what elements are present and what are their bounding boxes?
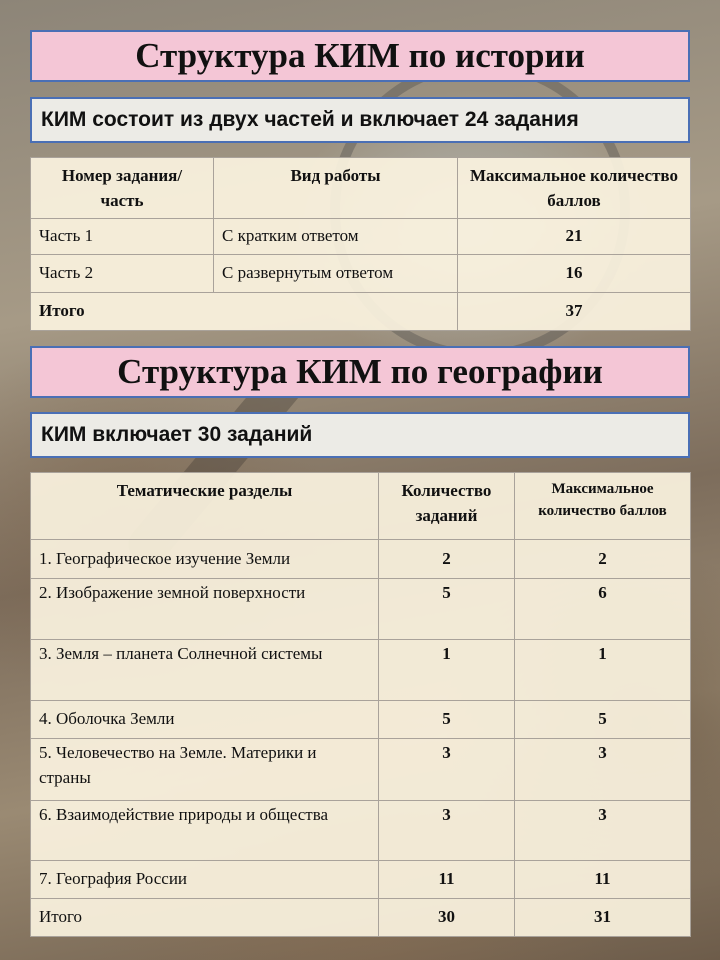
- header-sections: Тематические разделы: [31, 473, 379, 540]
- header-max-points: Максимальное количество баллов: [515, 473, 691, 540]
- section-cell: 3. Земля – планета Солнечной системы: [31, 640, 379, 701]
- total-label: Итого: [31, 293, 458, 331]
- history-title: Структура КИМ по истории: [30, 30, 690, 82]
- section-cell: 2. Изображение земной поверхности: [31, 579, 379, 640]
- tasks-cell: 3: [379, 739, 515, 801]
- tasks-cell: 11: [379, 861, 515, 899]
- section-cell: 7. География России: [31, 861, 379, 899]
- total-tasks: 30: [379, 899, 515, 937]
- section-cell: 1. Географическое изучение Земли: [31, 540, 379, 579]
- geography-header-row: [31, 473, 691, 540]
- total-label: Итого: [31, 899, 379, 937]
- work-type-cell: С развернутым ответом: [214, 255, 458, 293]
- table-row: [31, 640, 691, 701]
- points-cell: 3: [515, 801, 691, 861]
- part-cell: Часть 1: [31, 219, 214, 255]
- total-row: [31, 293, 691, 331]
- history-table: [30, 157, 691, 331]
- total-points: 31: [515, 899, 691, 937]
- points-cell: 6: [515, 579, 691, 640]
- table-row: [31, 739, 691, 801]
- points-cell: 11: [515, 861, 691, 899]
- points-cell: 16: [458, 255, 691, 293]
- header-max-points: Максимальное количество баллов: [458, 158, 691, 219]
- points-cell: 21: [458, 219, 691, 255]
- section-cell: 6. Взаимодействие природы и общества: [31, 801, 379, 861]
- section-cell: 4. Оболочка Земли: [31, 701, 379, 739]
- table-row: [31, 861, 691, 899]
- points-cell: 2: [515, 540, 691, 579]
- points-cell: 3: [515, 739, 691, 801]
- table-row: [31, 801, 691, 861]
- tasks-cell: 2: [379, 540, 515, 579]
- tasks-cell: 1: [379, 640, 515, 701]
- points-cell: 5: [515, 701, 691, 739]
- header-task-count: Количество заданий: [379, 473, 515, 540]
- work-type-cell: С кратким ответом: [214, 219, 458, 255]
- table-row: [31, 540, 691, 579]
- section-cell: 5. Человечество на Земле. Материки и страны: [31, 739, 379, 801]
- header-task-number: Номер задания/ часть: [31, 158, 214, 219]
- table-row: [31, 255, 691, 293]
- table-row: [31, 701, 691, 739]
- tasks-cell: 5: [379, 701, 515, 739]
- geography-subtitle: КИМ включает 30 заданий: [30, 412, 690, 458]
- geography-title: Структура КИМ по географии: [30, 346, 690, 398]
- table-row: [31, 579, 691, 640]
- geography-table: [30, 472, 691, 937]
- total-points: 37: [458, 293, 691, 331]
- table-row: [31, 219, 691, 255]
- tasks-cell: 5: [379, 579, 515, 640]
- tasks-cell: 3: [379, 801, 515, 861]
- part-cell: Часть 2: [31, 255, 214, 293]
- points-cell: 1: [515, 640, 691, 701]
- history-header-row: [31, 158, 691, 219]
- header-work-type: Вид работы: [214, 158, 458, 219]
- total-row: [31, 899, 691, 937]
- history-subtitle: КИМ состоит из двух частей и включает 24 задания: [30, 97, 690, 143]
